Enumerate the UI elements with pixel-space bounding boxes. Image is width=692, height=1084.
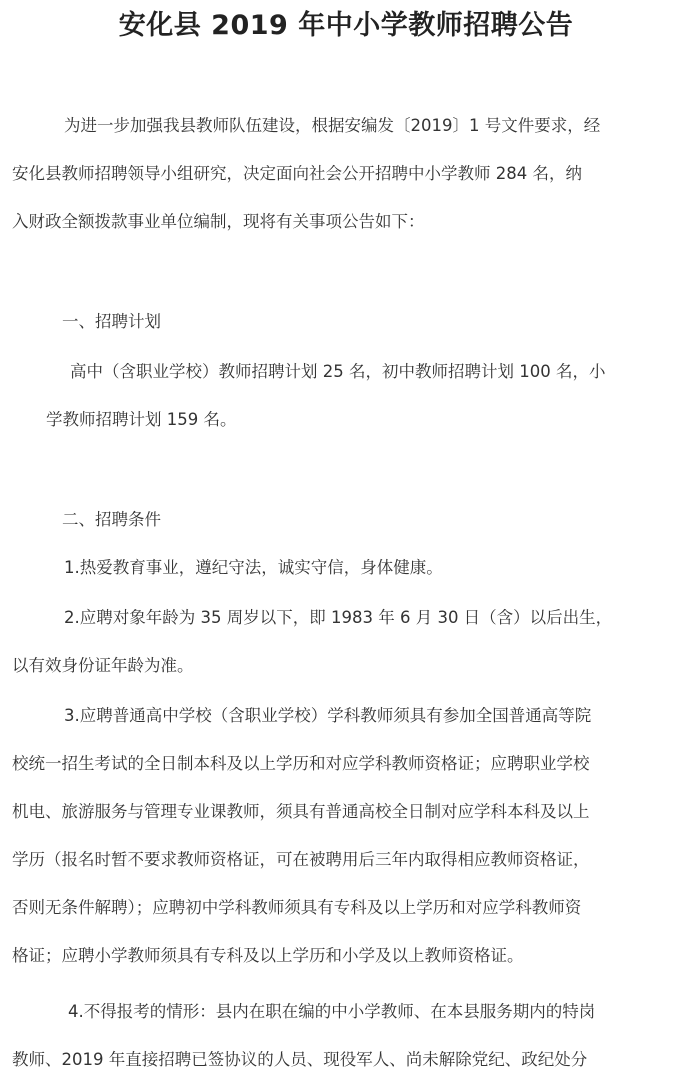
section2-item4 <box>12 988 680 1084</box>
item-line: 学历（报名时暂不要求教师资格证，可在被聘用后三年内取得相应教师资格证， <box>12 850 590 869</box>
item-line: 1.热爱教育事业，遵纪守法，诚实守信，身体健康。 <box>64 558 443 577</box>
section-heading: 一、招聘计划 <box>62 312 161 331</box>
item-line: 3.应聘普通高中学校（含职业学校）学科教师须具有参加全国普通高等院 <box>64 706 592 725</box>
item-line: 校统一招生考试的全日制本科及以上学历和对应学科教师资格证；应聘职业学校 <box>12 754 590 773</box>
intro-paragraph <box>12 102 680 246</box>
section2-item3 <box>12 692 680 980</box>
section2-item1 <box>12 544 680 592</box>
item-line: 否则无条件解聘）；应聘初中学科教师须具有专科及以上学历和对应学科教师资 <box>12 898 582 917</box>
section2-heading <box>12 496 680 544</box>
section1-body <box>12 348 680 444</box>
item-line: 4.不得报考的情形：县内在职在编的中小学教师、在本县服务期内的特岗 <box>68 1002 596 1021</box>
item-line: 教师、2019 年直接招聘已签协议的人员、现役军人、尚未解除党纪、政纪处分 <box>12 1050 588 1069</box>
intro-line: 安化县教师招聘领导小组研究，决定面向社会公开招聘中小学教师 284 名，纳 <box>12 164 582 183</box>
item-line: 格证；应聘小学教师须具有专科及以上学历和小学及以上教师资格证。 <box>12 946 524 965</box>
section1-line: 学教师招聘计划 159 名。 <box>46 410 237 429</box>
intro-line: 为进一步加强我县教师队伍建设，根据安编发〔2019〕1 号文件要求，经 <box>64 116 601 135</box>
item-line: 以有效身份证年龄为准。 <box>12 656 194 675</box>
section-heading: 二、招聘条件 <box>62 510 161 529</box>
page-title: 安化县 2019 年中小学教师招聘公告 <box>118 10 574 41</box>
item-line: 机电、旅游服务与管理专业课教师，须具有普通高校全日制对应学科本科及以上 <box>12 802 590 821</box>
intro-line: 入财政全额拨款事业单位编制，现将有关事项公告如下： <box>12 212 425 231</box>
item-line: 2.应聘对象年龄为 35 周岁以下，即 1983 年 6 月 30 日（含）以后出生， <box>64 608 613 627</box>
section1-line: 高中（含职业学校）教师招聘计划 25 名，初中教师招聘计划 100 名，小 <box>70 362 606 381</box>
section2-item2 <box>12 594 680 690</box>
section1-heading <box>12 298 680 346</box>
